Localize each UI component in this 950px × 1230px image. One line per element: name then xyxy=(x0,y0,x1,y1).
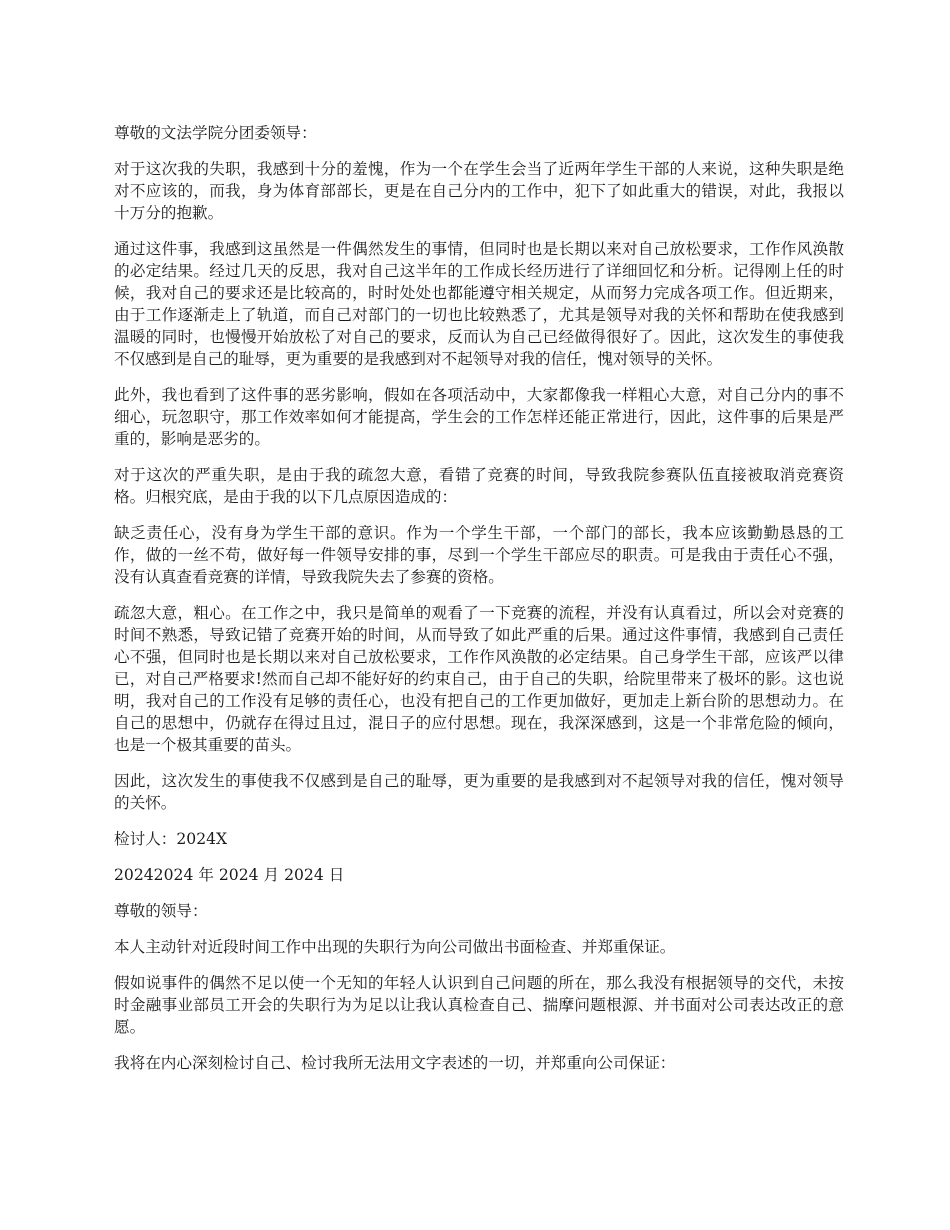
body-paragraph: 本人主动针对近段时间工作中出现的失职行为向公司做出书面检查、并郑重保证。 xyxy=(114,938,676,956)
date-line: 20242024 年 2024 月 2024 日 xyxy=(114,866,345,884)
body-paragraph: 假如说事件的偶然不足以使一个无知的年轻人认识到自己问题的所在，那么我没有根据领导的交代，未按时金融事业部员工开会的失职行为为足以让我认真检查自己、揣摩问题根源、并书面对公司表达改正的意愿。 xyxy=(114,974,844,1036)
salutation-paragraph: 尊敬的文法学院分团委领导： xyxy=(114,124,317,142)
body-paragraph: 我将在内心深刻检讨自己、检讨我所无法用文字表述的一切，并郑重向公司保证： xyxy=(114,1054,676,1072)
signature-line: 检讨人：2024X xyxy=(114,830,228,848)
body-paragraph: 此外，我也看到了这件事的恶劣影响，假如在各项活动中，大家都像我一样粗心大意，对自己分内的事不细心，玩忽职守，那工作效率如何才能提高，学生会的工作怎样还能正常进行，因此，这件事的后果是严重的，影响是恶劣的。 xyxy=(114,386,844,448)
body-paragraph: 缺乏责任心，没有身为学生干部的意识。作为一个学生干部，一个部门的部长，我本应该勤勤恳恳的工作，做的一丝不苟，做好每一件领导安排的事，尽到一个学生干部应尽的职责。可是我由于责任心不强，没有认真查看竞赛的详情，导致我院失去了参赛的资格。 xyxy=(114,524,844,586)
document-body xyxy=(114,122,844,1088)
body-paragraph: 因此，这次发生的事使我不仅感到是自己的耻辱，更为重要的是我感到对不起领导对我的信任，愧对领导的关怀。 xyxy=(114,772,844,812)
body-paragraph: 对于这次的严重失职，是由于我的疏忽大意，看错了竞赛的时间，导致我院参赛队伍直接被取消竞赛资格。归根究底，是由于我的以下几点原因造成的： xyxy=(114,466,844,506)
body-paragraph: 对于这次我的失职，我感到十分的羞愧，作为一个在学生会当了近两年学生干部的人来说，这种失职是绝对不应该的，而我，身为体育部部长，更是在自己分内的工作中，犯下了如此重大的错误，对此，我报以十万分的抱歉。 xyxy=(114,160,844,222)
body-paragraph: 通过这件事，我感到这虽然是一件偶然发生的事情，但同时也是长期以来对自己放松要求，工作作风涣散的必定结果。经过几天的反思，我对自己这半年的工作成长经历进行了详细回忆和分析。记得刚上任的时候，我对自己的要求还是比较高的，时时处处也都能遵守相关规定，从而努力完成各项工作。但近期来，由于工作逐渐走上了轨道，而自己对部门的一切也比较熟悉了，尤其是领导对我的关怀和帮助在使我感到温暖的同时，也慢慢开始放松了对自己的要求，反而认为自己已经做得很好了。因此，这次发生的事使我不仅感到是自己的耻辱，更为重要的是我感到对不起领导对我的信任，愧对领导的关怀。 xyxy=(114,240,844,368)
body-paragraph: 疏忽大意，粗心。在工作之中，我只是简单的观看了一下竞赛的流程，并没有认真看过，所以会对竞赛的时间不熟悉，导致记错了竞赛开始的时间，从而导致了如此严重的后果。通过这件事情，我感到自己责任心不强，但同时也是长期以来对自己放松要求，工作作风涣散的必定结果。自己身学生干部，应该严以律已，对自己严格要求!然而自己却不能好好的约束自己，由于自己的失职，给院里带来了极坏的影。这也说明，我对自己的工作没有足够的责任心，也没有把自己的工作更加做好，更加走上新台阶的思想动力。在自己的思想中，仍就存在得过且过，混日子的应付思想。现在，我深深感到，这是一个非常危险的倾向，也是一个极其重要的苗头。 xyxy=(114,604,844,754)
salutation-paragraph: 尊敬的领导： xyxy=(114,902,208,920)
